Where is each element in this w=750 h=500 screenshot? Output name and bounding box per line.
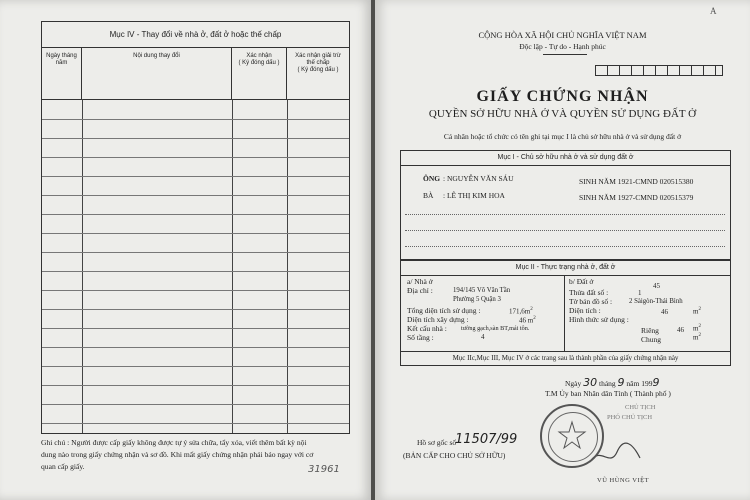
shared-unit-label: m [693,333,699,342]
record-number: 11507/99 [455,432,518,447]
dotted-line [405,246,725,247]
owner1-label: ÔNG [423,174,441,183]
address-label: Địa chỉ : [407,286,433,295]
land-heading: b/ Đất ở [569,277,594,286]
owner1-name: : NGUYỄN VĂN SÁU [443,174,514,183]
map-district: 2 Sàigòn-Thái Bình [629,298,683,305]
col-divider [232,99,233,433]
table-row-line [42,214,349,215]
col-release-label: Xác nhận giải trừ thế chấp [295,53,341,66]
address-line-1: 194/145 Võ Văn Tần [453,287,511,294]
table-row-line [42,195,349,196]
seal-emblem-icon [542,406,602,466]
col-release-header [287,47,349,99]
table-row-line [42,290,349,291]
official-seal [540,404,604,468]
table-row-line [42,404,349,405]
authority-line: T.M Ủy ban Nhân dân Tỉnh ( Thành phố ) [545,389,671,398]
built-area-unit: m [527,316,534,325]
corner-mark: A [710,6,717,16]
map-label: Tờ bản đồ số : [569,297,613,306]
section-ii-title: Mục II - Thực trạng nhà ở, đất ở [401,261,730,276]
col-date-header [42,47,82,99]
owner2-name: : LÊ THỊ KIM HOA [443,191,505,200]
land-area-number: 46 [661,308,668,316]
changes-table [41,21,350,434]
section-i-box [400,150,731,260]
built-area-number: 46 [519,316,526,325]
address-line-2: Phường 5 Quận 3 [453,296,501,303]
issue-date [565,376,659,389]
floors-value: 4 [481,333,485,341]
table-row-line [42,176,349,177]
table-row-line [42,366,349,367]
shared-label: Chung [641,335,662,344]
plot-value: 45 [653,282,660,290]
usable-area-value: $171,6m^2$ [509,307,533,316]
attachment-note: Mục IIc,Mục III, Mục IV ở các trang sau là thành phần của giấy chứng nhận này [452,354,679,362]
table-row-line [42,328,349,329]
table-row-line [42,423,349,424]
date-day: 30 [583,376,598,389]
usable-area-number: 171,6m [509,307,531,316]
structure-value: tường gạch,sàn BT,mái tôn. [461,325,530,332]
table-row-line [42,138,349,139]
land-area-label: Diện tích : [569,306,601,315]
table-row-line [42,233,349,234]
private-unit-label: m [693,324,699,333]
date-month-label: tháng [599,379,616,388]
col-date-label: Ngày tháng năm [46,53,77,66]
handwritten-number: 31961 [308,464,340,475]
plot-label: Thửa đất số : [569,288,609,297]
serial-number-boxes [595,65,723,76]
col-content-label: Nội dung thay đổi [133,53,180,59]
table-row-line [42,309,349,310]
shared-unit: $m^2$ [693,333,701,342]
structure-label: Kết cấu nhà : [407,324,447,333]
vice-chairman-title: PHÓ CHỦ TỊCH [607,414,653,421]
owner1-info: SINH NĂM 1921-CMND 020515380 [579,177,694,186]
date-month: 9 [617,376,625,389]
date-day-label: Ngày [565,379,582,388]
land-area-unit-label: m [693,307,699,316]
map-value: 1 [638,289,642,297]
owner2-label: BÀ [423,191,434,200]
table-row-line [42,119,349,120]
section-ii-box [400,260,731,366]
note-line-3: quan cấp giấy. [41,462,85,471]
land-area-value [661,308,668,316]
col-content-header [82,47,232,99]
intro-line: Cá nhân hoặc tổ chức có tên ghi tại mục I là chủ sở hữu nhà ở và sử dụng đất ở [443,132,682,141]
private-value: 46 [677,326,684,334]
date-year-label: năm 199 [626,379,653,388]
col-confirm-label: Xác nhận [246,53,272,59]
usable-area-label: Tổng diện tích sử dụng : [407,306,481,315]
owner2-info: SINH NĂM 1927-CMND 020515379 [579,193,694,202]
dotted-line [405,214,725,215]
chairman-title: CHỦ TỊCH [625,404,656,411]
date-year-digit: 9 [652,376,660,389]
house-heading: a/ Nhà ở [407,277,433,286]
note-line-1: Ghi chú : Người được cấp giấy không được tự ý sửa chữa, tẩy xóa, viết thêm bất kỳ nội [41,438,307,447]
section-ii-divider [564,275,565,351]
certificate-subtitle: QUYỀN SỞ HỮU NHÀ Ở VÀ QUYỀN SỬ DỤNG ĐẤT Ở [428,108,697,120]
motto-underline [543,54,587,55]
col-confirm-header [232,47,287,99]
section-ii-footer-divider [401,351,730,352]
private-unit: $m^2$ [693,324,701,333]
left-page [0,0,372,500]
land-area-unit: $m^2$ [693,307,701,316]
private-label: Riêng [641,326,659,335]
section-iv-title: Mục IV - Thay đổi về nhà ở, đất ở hoặc thế chấp [42,22,349,48]
national-motto: Độc lập - Tự do - Hạnh phúc [519,42,606,51]
table-row-line [42,385,349,386]
dotted-line [405,230,725,231]
table-row-line [42,271,349,272]
col-confirm-sub: ( Ký đóng dấu ) [238,60,280,66]
signer-name: VŨ HÙNG VIỆT [597,477,650,484]
usage-label: Hình thức sử dụng : [569,315,629,324]
col-divider [82,99,83,433]
table-row-line [42,157,349,158]
table-row-line [42,252,349,253]
floors-label: Số tầng : [407,333,434,342]
col-release-sub: ( Ký đóng dấu ) [297,67,339,73]
section-i-title: Mục I - Chủ sở hữu nhà ở và sử dụng đất ở [401,151,730,166]
built-area-value: 46 $m^2$ [519,316,536,325]
table-row-line [42,347,349,348]
header-divider [42,99,349,100]
built-area-label: Diện tích xây dựng : [407,315,469,324]
col-divider [287,99,288,433]
nation-name: CỘNG HÒA XÃ HỘI CHỦ NGHĨA VIỆT NAM [478,30,647,40]
record-label: Hồ sơ gốc số [417,438,457,447]
copy-note: (BẢN CẤP CHO CHỦ SỞ HỮU) [403,451,506,460]
certificate-title: GIẤY CHỨNG NHẬN [476,88,649,105]
note-line-2: dung nào trong giấy chứng nhận và sơ đồ. Khi mất giấy chứng nhận phải báo ngay với cơ [41,450,314,459]
